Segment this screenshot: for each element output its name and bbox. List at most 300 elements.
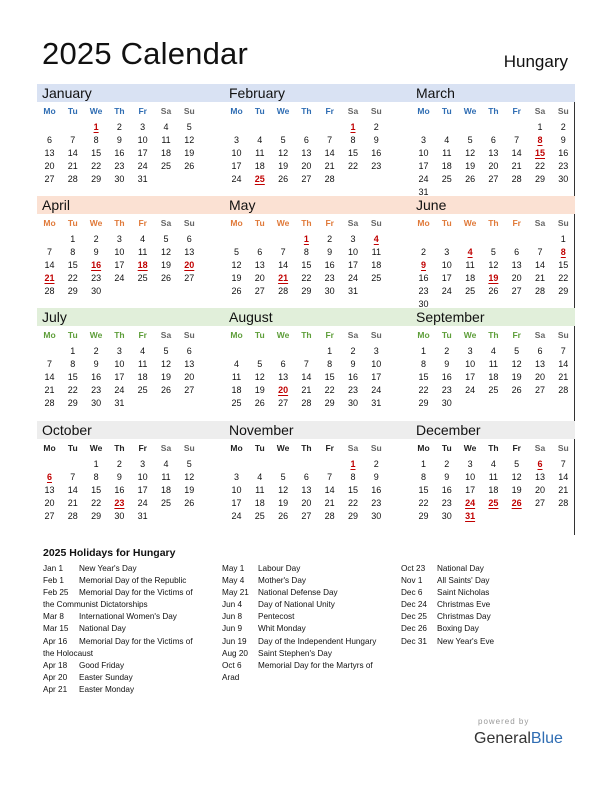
- calendar-date: 23: [91, 273, 102, 283]
- calendar-date: 13: [254, 260, 265, 270]
- calendar-date: 15: [324, 372, 335, 382]
- calendar-date: 22: [418, 498, 429, 508]
- calendar-date: 21: [534, 273, 545, 283]
- calendar-date: 23: [91, 385, 102, 395]
- calendar-grid: [37, 84, 575, 535]
- holiday-date-label: May 1: [222, 564, 245, 573]
- calendar-date: 21: [324, 161, 335, 171]
- calendar-date: 7: [46, 247, 52, 257]
- calendar-date: 16: [114, 485, 125, 495]
- calendar-date: 4: [140, 234, 146, 244]
- holiday-name: Labour Day: [258, 564, 301, 573]
- calendar-date: 13: [184, 247, 195, 257]
- calendar-date: 22: [558, 273, 569, 283]
- holiday-date-label: May 21: [222, 588, 249, 598]
- calendar-date: 8: [420, 359, 426, 369]
- calendar-date: 7: [327, 135, 333, 145]
- calendar-date: 11: [138, 359, 148, 369]
- calendar-date: 30: [324, 286, 335, 296]
- calendar-date: 23: [324, 273, 335, 283]
- holiday-date-label: Apr 18: [43, 660, 68, 670]
- calendar-date: 28: [324, 511, 335, 521]
- calendar-date: 10: [231, 148, 242, 158]
- weekday-label: Sa: [160, 330, 172, 340]
- holiday-item: [222, 648, 376, 660]
- weekday-label: Th: [488, 106, 499, 116]
- holiday-date-label: Dec 6: [401, 588, 423, 598]
- calendar-date: 25: [371, 273, 382, 283]
- weekday-label: Th: [488, 443, 499, 453]
- calendar-date: 18: [488, 485, 499, 495]
- calendar-date: 3: [467, 346, 473, 356]
- month-november: [224, 421, 403, 531]
- calendar-date: 24: [418, 174, 429, 184]
- holiday-date: 8: [537, 135, 543, 145]
- weekday-label: Fr: [325, 443, 334, 453]
- calendar-date: 19: [278, 498, 289, 508]
- calendar-date: 28: [67, 511, 78, 521]
- weekday-label: Th: [301, 330, 312, 340]
- calendar-date: 22: [324, 385, 335, 395]
- calendar-date: 10: [371, 359, 382, 369]
- holiday-item: [43, 672, 193, 684]
- holiday-date-label: Apr 21: [43, 684, 68, 694]
- calendar-date: 6: [514, 247, 520, 257]
- calendar-date: 1: [70, 346, 76, 356]
- holiday-name: Memorial Day for the Victims of: [79, 636, 193, 646]
- calendar-date: 6: [490, 135, 496, 145]
- calendar-date: 28: [44, 286, 55, 296]
- calendar-date: 7: [303, 359, 309, 369]
- calendar-date: 3: [140, 122, 146, 132]
- weekday-label: Su: [370, 106, 382, 116]
- month-name: September: [416, 309, 485, 325]
- calendar-date: 16: [91, 372, 102, 382]
- calendar-date: 26: [465, 174, 476, 184]
- month-september: [411, 308, 590, 418]
- calendar-date: 30: [91, 286, 102, 296]
- holiday-name: Memorial Day of the Republic: [79, 576, 187, 586]
- calendar-date: 16: [114, 148, 125, 158]
- calendar-date: 22: [301, 273, 312, 283]
- holiday-column-1: [43, 563, 193, 696]
- holiday-date: 6: [46, 472, 52, 482]
- holiday-date: 21: [278, 273, 289, 283]
- holiday-name: Pentecost: [258, 612, 295, 622]
- weekday-label: We: [463, 218, 477, 228]
- weekday-label: Sa: [534, 330, 546, 340]
- holiday-name-continued: the Holocaust: [43, 648, 94, 658]
- calendar-date: 25: [488, 385, 499, 395]
- calendar-date: 24: [114, 385, 125, 395]
- holiday-item: [43, 660, 193, 672]
- holiday-date: 4: [467, 247, 473, 257]
- calendar-date: 25: [137, 385, 148, 395]
- holiday-name: Christmas Day: [437, 612, 491, 622]
- calendar-date: 13: [44, 485, 55, 495]
- calendar-date: 16: [324, 260, 335, 270]
- calendar-date: 27: [254, 286, 265, 296]
- calendar-date: 23: [371, 498, 382, 508]
- calendar-date: 9: [93, 247, 99, 257]
- weekday-label: We: [276, 106, 290, 116]
- holiday-date-label: Jun 19: [222, 636, 247, 646]
- calendar-date: 22: [91, 498, 102, 508]
- weekday-label: Fr: [325, 218, 334, 228]
- calendar-date: 2: [444, 459, 450, 469]
- calendar-date: 3: [233, 472, 239, 482]
- month-december: [411, 421, 590, 531]
- calendar-date: 7: [70, 472, 76, 482]
- calendar-date: 4: [257, 135, 263, 145]
- month-name: January: [42, 85, 92, 101]
- calendar-date: 7: [280, 247, 286, 257]
- calendar-date: 6: [303, 472, 309, 482]
- holiday-column-2: [222, 563, 376, 684]
- calendar-date: 20: [44, 161, 55, 171]
- calendar-date: 4: [163, 122, 169, 132]
- calendar-date: 17: [231, 161, 242, 171]
- calendar-date: 24: [465, 385, 476, 395]
- calendar-date: 26: [254, 398, 265, 408]
- weekday-label: Sa: [347, 218, 359, 228]
- calendar-date: 8: [70, 247, 76, 257]
- calendar-date: 3: [116, 346, 122, 356]
- calendar-date: 15: [67, 260, 78, 270]
- calendar-date: 12: [160, 359, 171, 369]
- calendar-date: 16: [441, 485, 452, 495]
- holiday-date-label: Dec 26: [401, 624, 427, 634]
- holiday-date: 25: [488, 498, 499, 508]
- month-name: July: [42, 309, 67, 325]
- weekday-label: We: [89, 443, 103, 453]
- calendar-date: 25: [160, 161, 171, 171]
- weekday-label: Su: [557, 330, 569, 340]
- calendar-date: 18: [160, 485, 171, 495]
- calendar-date: 11: [371, 247, 381, 257]
- holiday-name: Whit Monday: [258, 624, 306, 634]
- month-january: [37, 84, 216, 194]
- holiday-item: [43, 623, 193, 635]
- holiday-date-label: Nov 1: [401, 576, 423, 586]
- calendar-date: 2: [444, 346, 450, 356]
- calendar-date: 27: [488, 174, 499, 184]
- holiday-date: 20: [184, 260, 195, 270]
- weekday-label: Fr: [512, 106, 521, 116]
- holiday-item: [401, 636, 494, 648]
- calendar-date: 23: [441, 385, 452, 395]
- calendar-date: 7: [46, 359, 52, 369]
- calendar-date: 15: [418, 372, 429, 382]
- calendar-date: 16: [371, 148, 382, 158]
- calendar-date: 29: [347, 511, 358, 521]
- weekday-label: Su: [370, 443, 382, 453]
- weekday-label: Th: [114, 330, 125, 340]
- calendar-date: 11: [255, 485, 265, 495]
- holiday-name: All Saints' Day: [437, 576, 490, 586]
- calendar-date: 18: [137, 372, 148, 382]
- holiday-date-label: Oct 6: [222, 660, 242, 670]
- calendar-date: 5: [280, 135, 286, 145]
- calendar-date: 13: [534, 472, 545, 482]
- weekday-label: Mo: [417, 106, 430, 116]
- calendar-date: 2: [560, 122, 566, 132]
- weekday-label: Sa: [160, 106, 172, 116]
- calendar-date: 25: [254, 511, 265, 521]
- calendar-date: 16: [558, 148, 569, 158]
- calendar-date: 1: [327, 346, 333, 356]
- weekday-label: Su: [183, 218, 195, 228]
- calendar-date: 20: [254, 273, 265, 283]
- calendar-date: 20: [534, 485, 545, 495]
- calendar-date: 3: [350, 234, 356, 244]
- calendar-date: 14: [278, 260, 289, 270]
- calendar-date: 28: [67, 174, 78, 184]
- holiday-date: 21: [44, 273, 55, 283]
- country-name: Hungary: [503, 52, 568, 71]
- holiday-item: [222, 611, 376, 623]
- calendar-date: 1: [420, 459, 426, 469]
- holiday-date-label: Jun 4: [222, 600, 243, 610]
- calendar-date: 27: [184, 385, 195, 395]
- weekday-label: Sa: [534, 218, 546, 228]
- calendar-date: 9: [373, 135, 379, 145]
- calendar-date: 29: [91, 511, 102, 521]
- weekday-label: Tu: [67, 443, 78, 453]
- calendar-date: 21: [511, 161, 522, 171]
- holiday-date-label: Apr 20: [43, 672, 68, 682]
- weekday-label: Su: [557, 106, 569, 116]
- calendar-date: 10: [441, 260, 452, 270]
- calendar-date: 19: [511, 485, 522, 495]
- holiday-item: [43, 684, 193, 696]
- calendar-date: 26: [160, 385, 171, 395]
- month-name: August: [229, 309, 273, 325]
- calendar-date: 16: [371, 485, 382, 495]
- calendar-date: 29: [534, 174, 545, 184]
- holiday-date: 26: [511, 498, 522, 508]
- calendar-date: 16: [347, 372, 358, 382]
- calendar-date: 20: [301, 161, 312, 171]
- weekday-label: Tu: [441, 443, 452, 453]
- calendar-date: 31: [347, 286, 358, 296]
- calendar-date: 18: [441, 161, 452, 171]
- calendar-date: 14: [534, 260, 545, 270]
- holiday-date-label: Oct 23: [401, 564, 426, 573]
- holiday-name: National Defense Day: [258, 588, 338, 598]
- calendar-date: 17: [418, 161, 429, 171]
- weekday-label: Fr: [512, 443, 521, 453]
- calendar-date: 2: [93, 234, 99, 244]
- calendar-date: 30: [114, 174, 125, 184]
- weekday-label: Th: [488, 330, 499, 340]
- holiday-name-continued: the Communist Dictatorships: [43, 600, 148, 610]
- calendar-date: 14: [67, 148, 78, 158]
- holiday-name-continued: Arad: [222, 672, 240, 682]
- calendar-date: 17: [137, 485, 148, 495]
- calendar-date: 15: [418, 485, 429, 495]
- calendar-date: 14: [558, 472, 569, 482]
- holiday-date-label: Feb 25: [43, 588, 69, 598]
- weekday-label: Tu: [254, 443, 265, 453]
- calendar-date: 3: [140, 459, 146, 469]
- calendar-date: 18: [488, 372, 499, 382]
- holiday-date-label: Apr 16: [43, 636, 68, 646]
- holiday-name: Day of the Independent Hungary: [258, 636, 377, 646]
- calendar-date: 26: [511, 385, 522, 395]
- calendar-date: 18: [465, 273, 476, 283]
- calendar-date: 17: [441, 273, 452, 283]
- calendar-date: 2: [373, 459, 379, 469]
- holiday-date: 15: [534, 148, 545, 158]
- holiday-item: [401, 599, 494, 611]
- weekday-label: Su: [183, 106, 195, 116]
- calendar-date: 14: [44, 260, 55, 270]
- holiday-date: 1: [93, 122, 99, 132]
- weekday-label: We: [276, 218, 290, 228]
- brand-general: General: [474, 730, 531, 747]
- calendar-date: 29: [324, 398, 335, 408]
- month-name: December: [416, 422, 481, 438]
- holiday-item: [222, 599, 376, 611]
- weekday-label: Tu: [254, 330, 265, 340]
- calendar-date: 1: [93, 459, 99, 469]
- calendar-date: 3: [420, 135, 426, 145]
- brand-logo[interactable]: [474, 730, 563, 748]
- calendar-date: 6: [280, 359, 286, 369]
- weekday-label: Fr: [512, 330, 521, 340]
- weekday-label: Th: [488, 218, 499, 228]
- holiday-date-label: Feb 1: [43, 576, 64, 586]
- calendar-date: 6: [537, 346, 543, 356]
- holiday-name: Memorial Day for the Martyrs of: [258, 660, 373, 670]
- calendar-date: 28: [301, 398, 312, 408]
- calendar-date: 3: [116, 234, 122, 244]
- calendar-date: 21: [324, 498, 335, 508]
- calendar-date: 24: [371, 385, 382, 395]
- calendar-date: 27: [44, 174, 55, 184]
- calendar-date: 9: [327, 247, 333, 257]
- holiday-name: Mother's Day: [258, 576, 306, 586]
- calendar-date: 11: [138, 247, 148, 257]
- holiday-date-label: Jun 8: [222, 612, 243, 622]
- calendar-date: 11: [231, 372, 242, 382]
- holiday-date: 1: [303, 234, 309, 244]
- calendar-date: 2: [350, 346, 356, 356]
- calendar-date: 9: [93, 359, 99, 369]
- holiday-name: Boxing Day: [437, 624, 479, 634]
- holiday-name: Easter Monday: [79, 684, 135, 694]
- calendar-date: 17: [347, 260, 358, 270]
- holiday-date: 24: [465, 498, 476, 508]
- holiday-item: [222, 660, 376, 672]
- calendar-date: 22: [418, 385, 429, 395]
- holiday-name: National Day: [437, 564, 484, 573]
- month-name: April: [42, 197, 71, 213]
- weekday-label: Sa: [160, 218, 172, 228]
- calendar-date: 29: [418, 398, 429, 408]
- calendar-date: 28: [278, 286, 289, 296]
- calendar-date: 29: [418, 511, 429, 521]
- month-name: May: [229, 197, 256, 213]
- calendar-date: 23: [347, 385, 358, 395]
- calendar-date: 5: [467, 135, 473, 145]
- holiday-date-label: Jan 1: [43, 564, 64, 573]
- calendar-date: 15: [558, 260, 569, 270]
- weekday-label: Su: [370, 330, 382, 340]
- calendar-date: 13: [44, 148, 55, 158]
- calendar-date: 26: [278, 511, 289, 521]
- calendar-date: 23: [558, 161, 569, 171]
- calendar-date: 29: [558, 286, 569, 296]
- calendar-date: 21: [558, 372, 569, 382]
- holiday-date: 20: [278, 385, 289, 395]
- calendar-date: 9: [116, 135, 122, 145]
- calendar-date: 12: [254, 372, 265, 382]
- holiday-date-label: Dec 24: [401, 600, 427, 610]
- weekday-label: Mo: [43, 218, 56, 228]
- weekday-label: Fr: [138, 218, 147, 228]
- weekday-label: Mo: [417, 443, 430, 453]
- calendar-date: 8: [93, 472, 99, 482]
- holiday-name: New Year's Eve: [437, 636, 495, 646]
- holiday-date-label: Aug 20: [222, 648, 248, 658]
- month-name: October: [42, 422, 92, 438]
- weekday-label: Tu: [441, 106, 452, 116]
- calendar-date: 31: [137, 511, 148, 521]
- calendar-date: 27: [278, 398, 289, 408]
- calendar-date: 18: [371, 260, 382, 270]
- holiday-name: New Year's Day: [79, 564, 137, 573]
- calendar-date: 24: [137, 161, 148, 171]
- calendar-date: 17: [137, 148, 148, 158]
- calendar-date: 2: [116, 122, 122, 132]
- calendar-date: 5: [163, 234, 169, 244]
- calendar-date: 5: [514, 346, 520, 356]
- calendar-date: 27: [534, 385, 545, 395]
- calendar-date: 31: [371, 398, 382, 408]
- calendar-date: 19: [278, 161, 289, 171]
- holiday-date-label: Dec 31: [401, 636, 427, 646]
- calendar-date: 11: [442, 148, 452, 158]
- calendar-date: 12: [488, 260, 499, 270]
- calendar-date: 11: [488, 472, 499, 482]
- weekday-label: Mo: [230, 330, 243, 340]
- calendar-date: 17: [231, 498, 242, 508]
- calendar-date: 14: [324, 148, 335, 158]
- calendar-date: 26: [184, 498, 195, 508]
- calendar-date: 11: [161, 472, 171, 482]
- calendar-date: 12: [231, 260, 242, 270]
- holiday-date: 1: [350, 122, 356, 132]
- calendar-date: 13: [278, 372, 289, 382]
- calendar-date: 10: [114, 359, 125, 369]
- weekday-label: Th: [301, 106, 312, 116]
- weekday-label: Sa: [347, 330, 359, 340]
- holiday-item: [43, 575, 193, 587]
- calendar-date: 10: [137, 472, 148, 482]
- holiday-item: [401, 623, 494, 635]
- calendar-date: 15: [347, 485, 358, 495]
- calendar-date: 18: [231, 385, 242, 395]
- calendar-date: 4: [490, 346, 496, 356]
- weekday-label: Fr: [138, 106, 147, 116]
- calendar-date: 31: [418, 187, 429, 197]
- calendar-date: 6: [257, 247, 263, 257]
- month-june: [411, 196, 590, 309]
- calendar-date: 19: [160, 260, 171, 270]
- calendar-date: 19: [511, 372, 522, 382]
